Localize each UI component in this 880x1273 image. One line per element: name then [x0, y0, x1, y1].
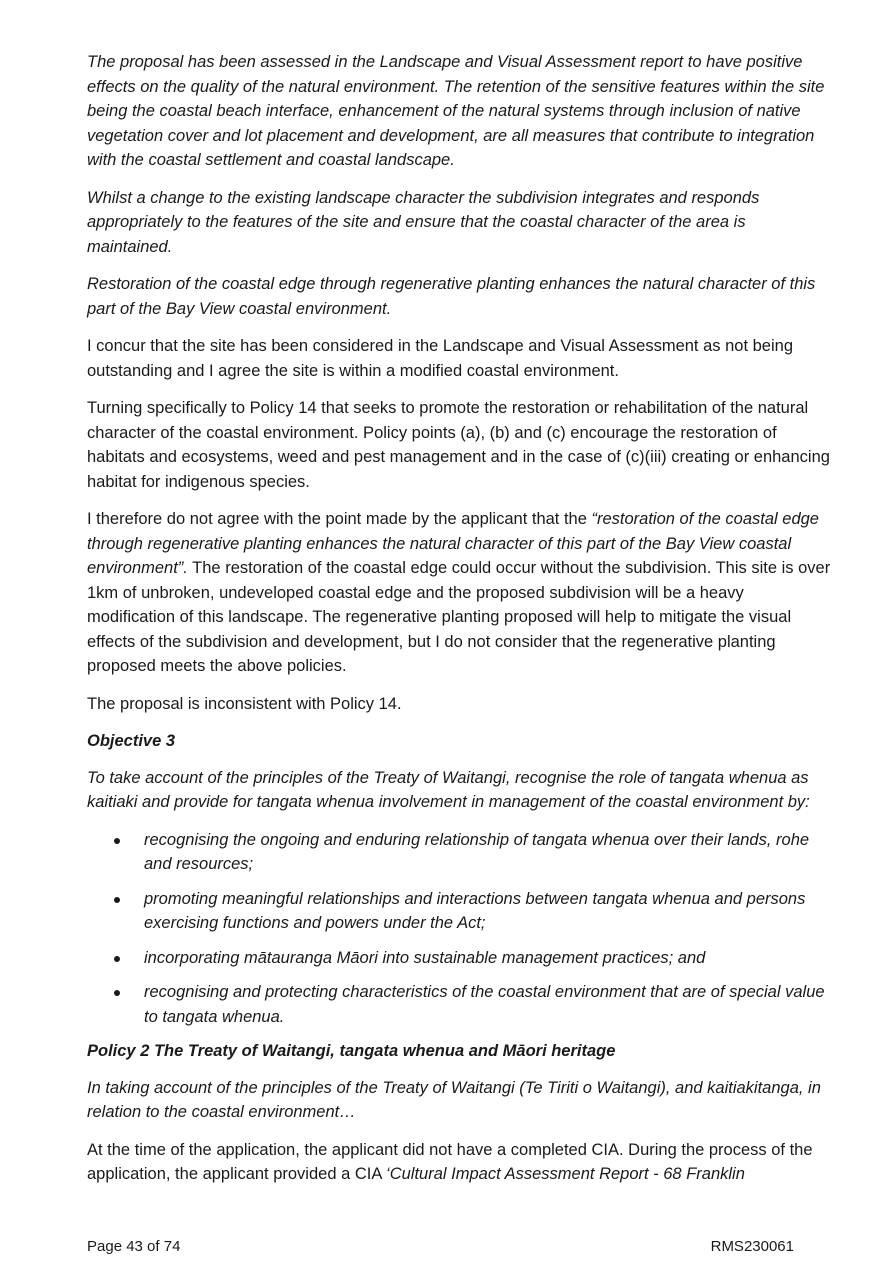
- paragraph-disagree-rest: The restoration of the coastal edge could occur without the subdivision. This site is over 1km of unbroken, undeveloped coastal edge and the proposed subdivision will be a heavy modification of this landscape. The regenerative planting proposed will help to mitigate the visual effects of the subdivision and development, but I do not consider that the regenerative planting proposed meets the above policies.: [87, 559, 831, 675]
- paragraph-policy-14: Turning specifically to Policy 14 that seeks to promote the restoration or rehabilitation of the natural character of the coastal environment. Policy points (a), (b) and (c) encourage the restoration of habitats and ecosystems, weed and pest management and in the case of (c)(iii) creating or enhancing habitat for indigenous species.: [87, 399, 830, 491]
- paragraph-disagree-quote: “restoration of the coastal edge through regenerative planting enhances the natural character of this part of the Bay View coastal environment”.: [87, 510, 819, 577]
- list-item: [87, 887, 835, 936]
- bullet-icon: [114, 897, 120, 903]
- list-item: [87, 946, 835, 971]
- paragraph-concur: I concur that the site has been considered in the Landscape and Visual Assessment as not being outstanding and I agree the site is within a modified coastal environment.: [87, 337, 793, 380]
- quote-paragraph-character: Whilst a change to the existing landscape character the subdivision integrates and responds appropriately to the features of the site and ensure that the coastal character of the area is maintained.: [87, 188, 760, 256]
- quote-paragraph-effects: The proposal has been assessed in the Landscape and Visual Assessment report to have positive effects on the quality of the natural environment. The retention of the sensitive features within the site being the coastal beach interface, enhancement of the natural systems through inclusion of native vegetation cover and lot placement and development, are all measures that contribute to integration with the coastal settlement and coastal landscape.: [87, 53, 825, 169]
- document-page: [87, 50, 835, 1200]
- paragraph-cia-quote: ‘Cultural Impact Assessment Report - 68 Franklin: [386, 1165, 745, 1183]
- objective-bullet-list: [87, 828, 835, 1030]
- list-item-text: promoting meaningful relationships and interactions between tangata whenua and persons exercising functions and powers under the Act;: [144, 889, 806, 932]
- paragraph-cia: [87, 1138, 835, 1187]
- paragraph-disagree: [87, 507, 835, 679]
- page-number: Page 43 of 74: [87, 1238, 181, 1255]
- bullet-icon: [114, 956, 120, 962]
- paragraph-cia-intro: At the time of the application, the applicant did not have a completed CIA. During the process of the application, the applicant provided a CIA: [87, 1140, 813, 1183]
- list-item: [87, 980, 835, 1029]
- paragraph-inconsistent: The proposal is inconsistent with Policy 14.: [87, 694, 402, 713]
- document-reference: RMS230061: [710, 1238, 794, 1255]
- list-item-text: incorporating mātauranga Māori into sustainable management practices; and: [144, 948, 706, 967]
- page-footer: [87, 1238, 794, 1256]
- list-item-text: recognising and protecting characteristics of the coastal environment that are of special value to tangata whenua.: [144, 983, 825, 1026]
- policy-heading: Policy 2 The Treaty of Waitangi, tangata whenua and Māori heritage: [87, 1042, 616, 1060]
- policy-text: In taking account of the principles of the Treaty of Waitangi (Te Tiriti o Waitangi), and kaitiakitanga, in relation to the coastal environment…: [87, 1078, 821, 1121]
- list-item-text: recognising the ongoing and enduring relationship of tangata whenua over their lands, rohe and resources;: [144, 830, 810, 873]
- list-item: [87, 828, 835, 877]
- paragraph-disagree-intro: I therefore do not agree with the point made by the applicant that the: [87, 510, 592, 528]
- bullet-icon: [114, 990, 120, 996]
- objective-text: To take account of the principles of the Treaty of Waitangi, recognise the role of tangata whenua as kaitiaki and provide for tangata whenua involvement in management of the coastal environment by:: [87, 768, 810, 811]
- objective-heading: Objective 3: [87, 732, 176, 750]
- bullet-icon: [114, 838, 120, 844]
- quote-paragraph-restoration: Restoration of the coastal edge through regenerative planting enhances the natural character of this part of the Bay View coastal environment.: [87, 275, 816, 318]
